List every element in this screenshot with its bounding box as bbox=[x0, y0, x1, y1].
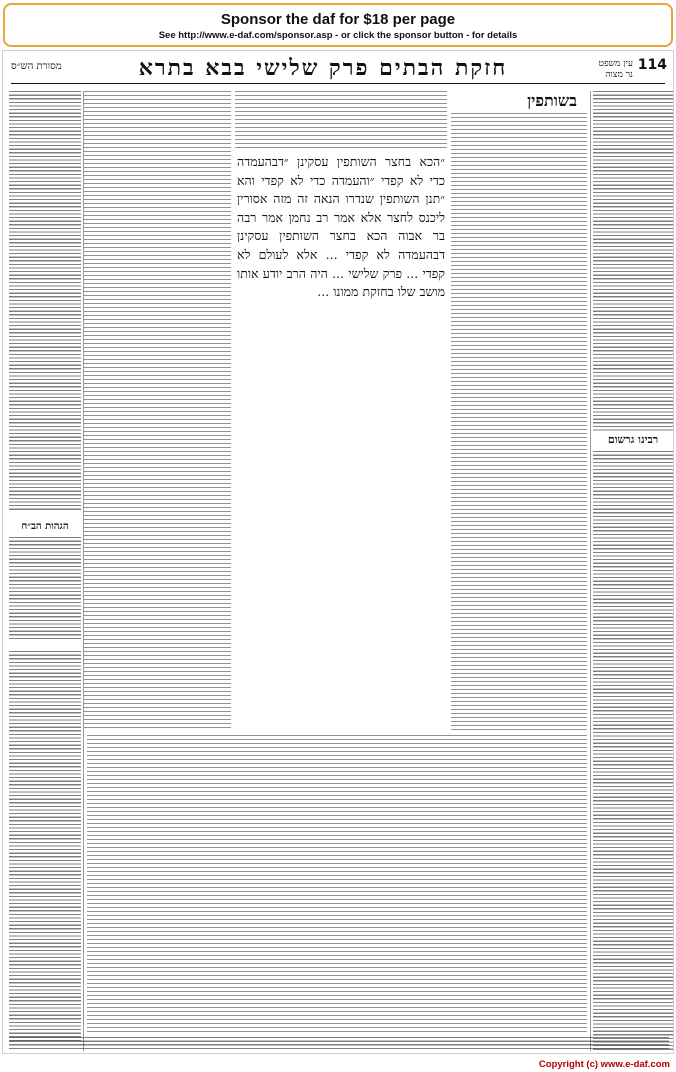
tosafot-column bbox=[83, 91, 231, 731]
right-header-line-2: נר מצוה bbox=[605, 70, 633, 80]
rabbeinu-gershom-label: רבינו גרשום bbox=[593, 433, 673, 446]
masoret-hashas-column bbox=[9, 91, 81, 511]
rabbeinu-gershom-text bbox=[593, 451, 673, 1051]
right-header-line-1: עין משפט bbox=[598, 59, 633, 69]
lower-commentary-text bbox=[87, 735, 587, 1035]
rashi-text bbox=[451, 113, 587, 731]
lower-commentary bbox=[87, 735, 587, 1035]
tosafot-text bbox=[83, 91, 231, 731]
sponsor-subtitle[interactable]: See http://www.e-daf.com/sponsor.asp - or click the sponsor button - for details bbox=[158, 30, 518, 41]
left-lower-notes-text bbox=[9, 651, 81, 1041]
gemara-top-commentary-text bbox=[235, 91, 447, 149]
talmud-page bbox=[2, 50, 674, 1054]
ein-mishpat-text bbox=[593, 91, 673, 431]
masoret-hashas-text bbox=[9, 91, 81, 511]
rashi-opening-word: בשותפין bbox=[517, 91, 587, 111]
gemara-top-commentary bbox=[235, 91, 447, 149]
running-head: חזקת הבתים פרק שלישי בבא בתרא bbox=[138, 55, 508, 81]
rashi-column bbox=[451, 91, 587, 731]
bottom-notes-text bbox=[9, 1037, 669, 1051]
page-number: 114 bbox=[637, 57, 667, 73]
sponsor-banner[interactable] bbox=[3, 3, 673, 47]
left-lower-notes bbox=[9, 651, 81, 1041]
hagahot-text bbox=[9, 537, 81, 641]
right-margin-header bbox=[599, 59, 633, 81]
rabbeinu-gershom-column bbox=[593, 431, 673, 1051]
hagahot-column bbox=[9, 521, 81, 641]
gemara-text: ״הכא בחצר השותפין עסקינן ״דבהעמדה כדי לא קפדי ״והעמדה כדי לא קפדי והא ״תנן השותפין שנדרו הנאה זה מזה אסורין ליכנס לחצר אלא אמר רב נחמן אמר רבה בר אבוה הכא בחצר השותפין עסקינן דבהעמדה לא קפדי ... אלא לעולם לא קפדי ... פרק שלישי ... היה הרב יודע אותו מושב שלו בחזקת ממונו ... bbox=[237, 154, 445, 300]
ein-mishpat-column bbox=[593, 91, 673, 431]
left-margin-header: מסורת הש״ס bbox=[11, 61, 62, 72]
left-margin-divider bbox=[83, 91, 84, 1051]
copyright-footer[interactable]: Copyright (c) www.e-daf.com bbox=[538, 1059, 670, 1070]
right-margin-divider bbox=[590, 91, 591, 1051]
header-rule bbox=[11, 83, 665, 84]
sponsor-title: Sponsor the daf for $18 per page bbox=[220, 11, 456, 28]
hagahot-label: הגהות הב״ח bbox=[9, 521, 81, 532]
bottom-notes bbox=[9, 1037, 669, 1051]
gemara-column bbox=[235, 151, 447, 721]
